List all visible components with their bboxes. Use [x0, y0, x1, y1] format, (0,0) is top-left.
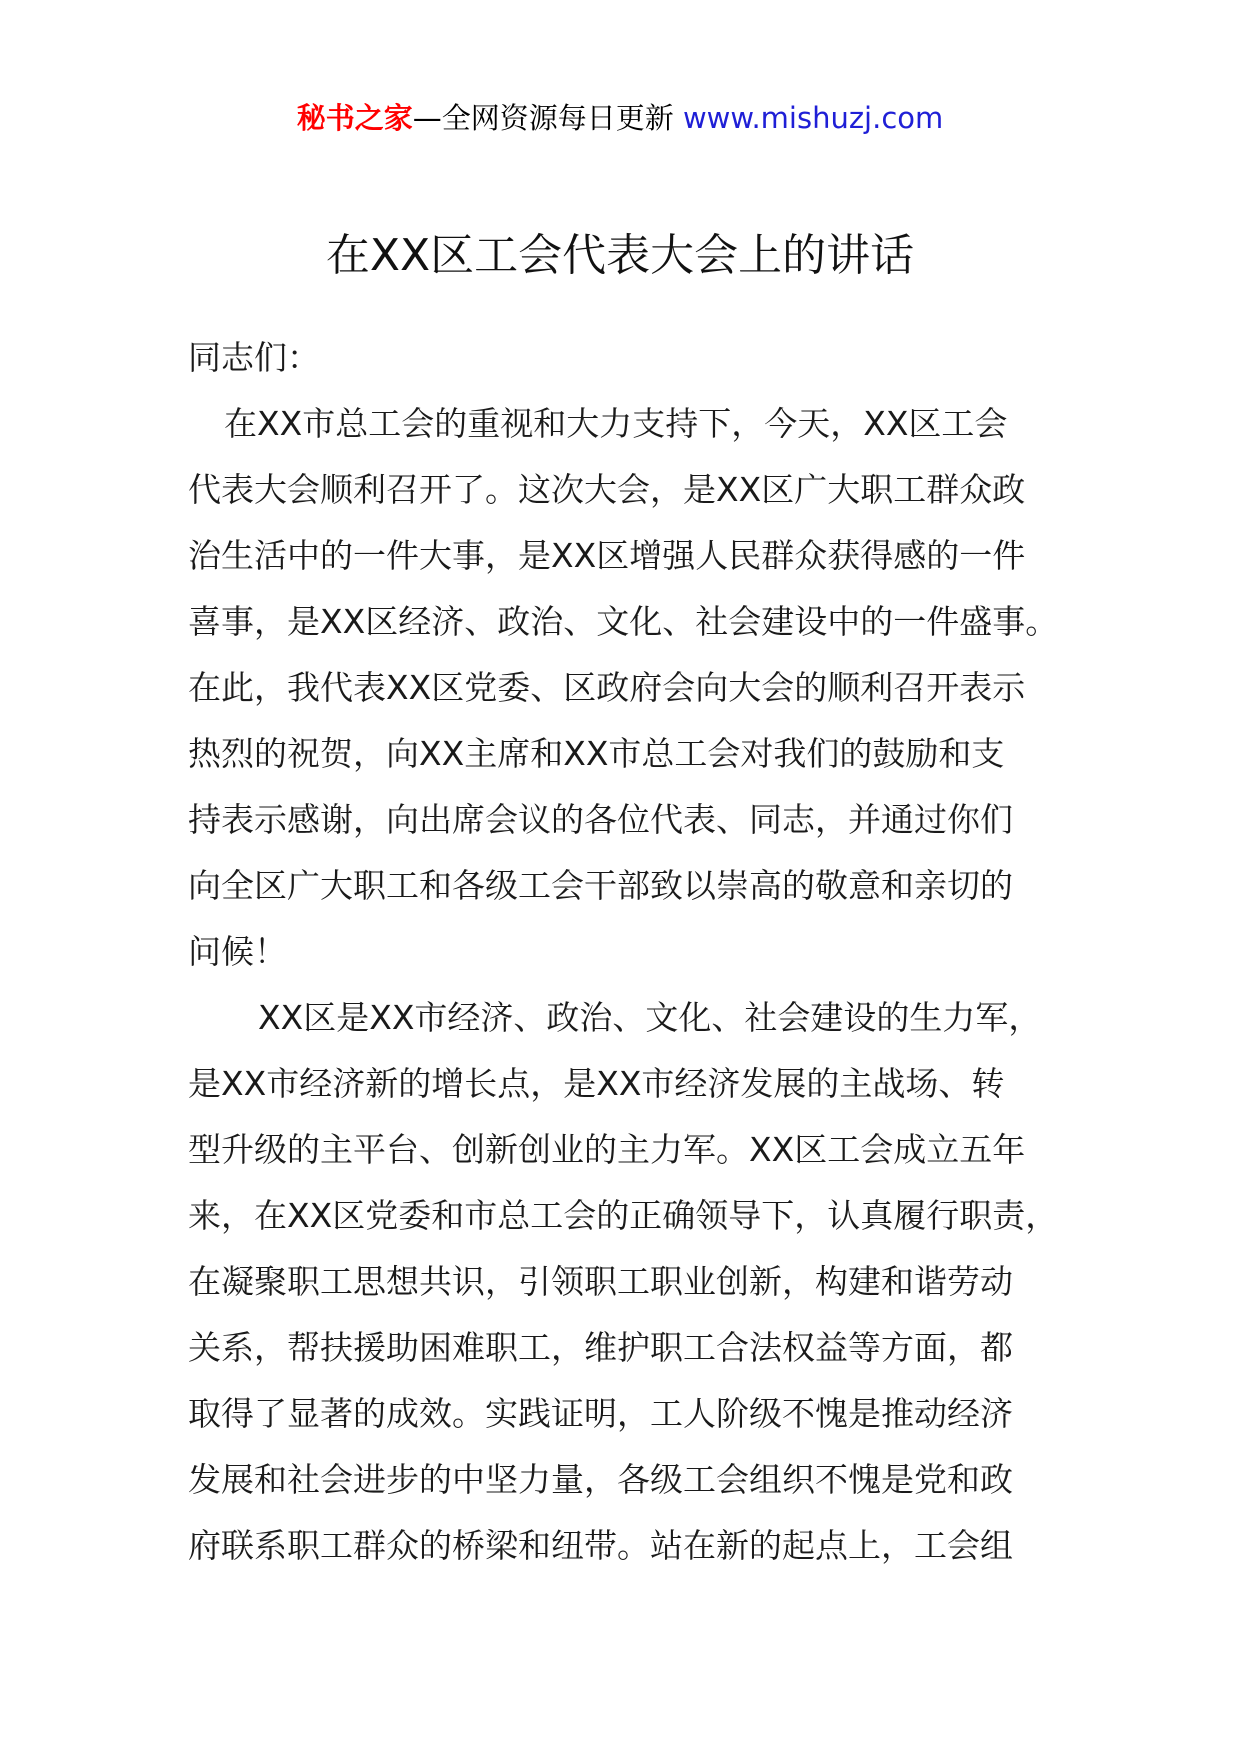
paragraph-line: 治生活中的一件大事，是XX区增强人民群众获得感的一件	[188, 536, 1026, 575]
document-title: 在XX区工会代表大会上的讲话	[325, 230, 915, 281]
paragraph-line: 取得了显著的成效。实践证明，工人阶级不愧是推动经济	[188, 1394, 1013, 1433]
paragraph-line: 热烈的祝贺，向XX主席和XX市总工会对我们的鼓励和支	[188, 734, 1005, 773]
paragraph-line: 问候！	[188, 932, 287, 971]
paragraph-line: 府联系职工群众的桥梁和纽带。站在新的起点上，工会组	[188, 1526, 1013, 1565]
paragraph-line: 在此，我代表XX区党委、区政府会向大会的顺利召开表示	[188, 668, 1026, 707]
brand-name: 秘书之家	[296, 101, 413, 135]
paragraph-line: 发展和社会进步的中坚力量，各级工会组织不愧是党和政	[188, 1460, 1013, 1499]
paragraph-line: 在凝聚职工思想共识，引领职工职业创新，构建和谐劳动	[188, 1262, 1013, 1301]
salutation-line: 同志们：	[188, 338, 320, 377]
site-header	[0, 98, 1240, 138]
paragraph-line: 喜事，是XX区经济、政治、文化、社会建设中的一件盛事。	[188, 602, 1059, 641]
paragraph-line: 来，在XX区党委和市总工会的正确领导下，认真履行职责，	[188, 1196, 1059, 1235]
document-body	[188, 325, 1088, 1579]
site-url-link[interactable]: www.mishuzj.com	[682, 101, 944, 135]
paragraph-line: 向全区广大职工和各级工会干部致以崇高的敬意和亲切的	[188, 866, 1013, 905]
paragraph-line: 在XX市总工会的重视和大力支持下，今天，XX区工会	[224, 404, 1008, 443]
paragraph-line: 持表示感谢，向出席会议的各位代表、同志，并通过你们	[188, 800, 1013, 839]
paragraph-line: 关系，帮扶援助困难职工，维护职工合法权益等方面，都	[188, 1328, 1013, 1367]
header-slogan: —全网资源每日更新	[412, 101, 674, 135]
paragraph-line: XX区是XX市经济、政治、文化、社会建设的生力军，	[258, 998, 1042, 1037]
paragraph-line: 是XX市经济新的增长点，是XX市经济发展的主战场、转	[188, 1064, 1005, 1103]
paragraph-line: 型升级的主平台、创新创业的主力军。XX区工会成立五年	[188, 1130, 1026, 1169]
paragraph-line: 代表大会顺利召开了。这次大会，是XX区广大职工群众政	[188, 470, 1026, 509]
